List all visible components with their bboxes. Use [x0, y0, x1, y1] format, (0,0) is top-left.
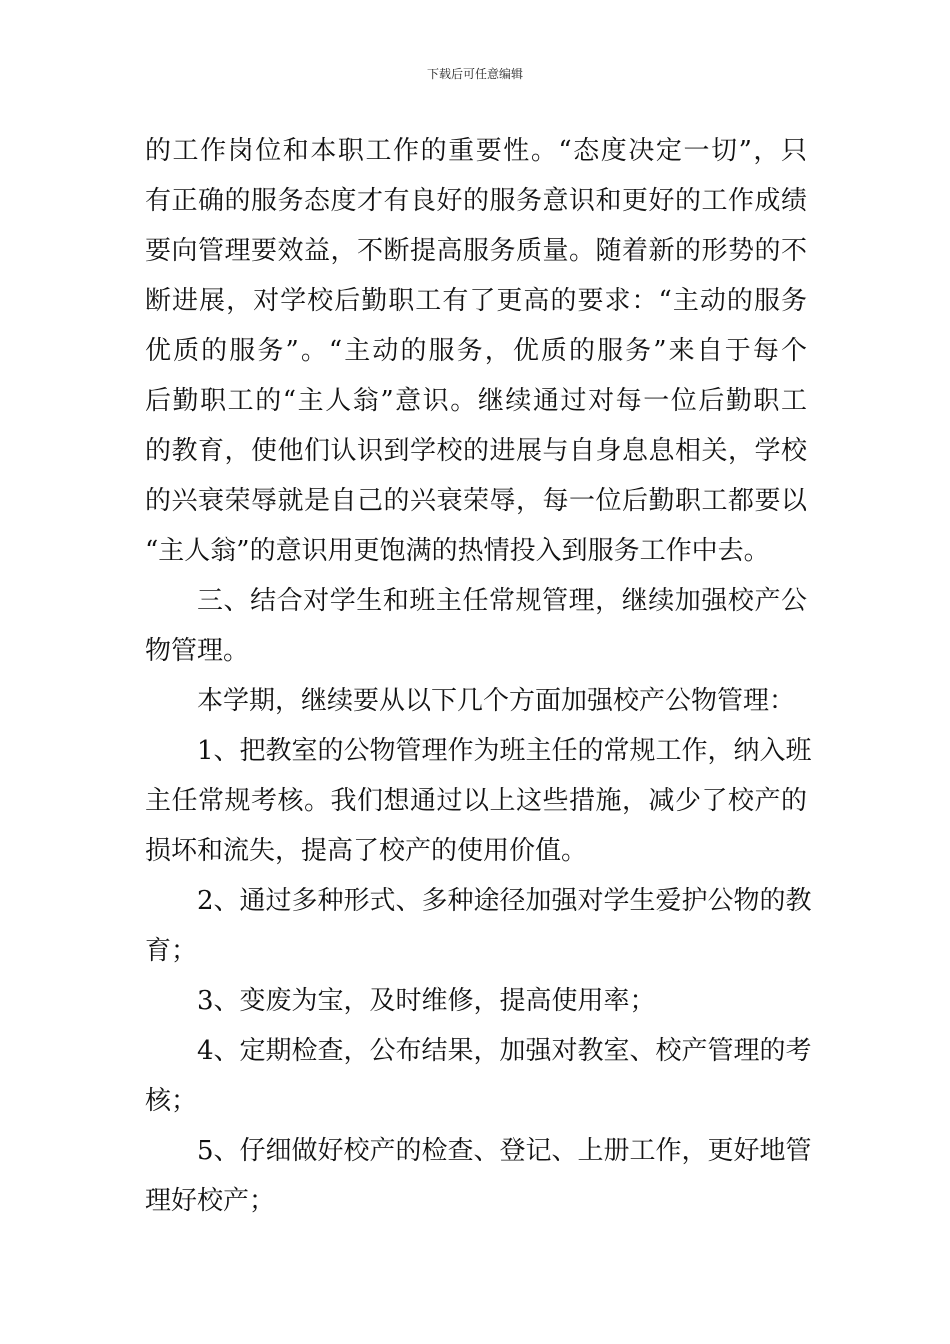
- text-line: 4、定期检查，公布结果，加强对教室、校产管理的考: [197, 1036, 812, 1066]
- text-line: 本学期，继续要从以下几个方面加强校产公物管理：: [197, 686, 796, 716]
- text-line: 要向管理要效益，不断提高服务质量。随着新的形势的不: [145, 236, 807, 266]
- list-item-4: [145, 1026, 812, 1126]
- text-line: 的兴衰荣辱就是自己的兴衰荣辱，每一位后勤职工都要以: [145, 486, 807, 516]
- text-line: 损坏和流失，提高了校产的使用价值。: [145, 836, 588, 866]
- text-line: 有正确的服务态度才有良好的服务意识和更好的工作成绩: [145, 186, 807, 216]
- text-line: 后勤职工的“主人翁”意识。继续通过对每一位后勤职工: [145, 386, 807, 416]
- section-heading-line: 三、结合对学生和班主任常规管理，继续加强校产公: [197, 586, 807, 616]
- text-line: 理好校产；: [145, 1186, 276, 1216]
- list-item-3: [145, 976, 807, 1026]
- section-heading-line: 物管理。: [145, 636, 250, 666]
- text-line: 的教育，使他们认识到学校的进展与自身息息相关，学校: [145, 436, 807, 466]
- list-item-5: [145, 1126, 812, 1226]
- text-line: 的工作岗位和本职工作的重要性。“态度决定一切”，只: [145, 136, 807, 166]
- text-line: 2、通过多种形式、多种途径加强对学生爱护公物的教: [197, 886, 812, 916]
- text-line: 育；: [145, 936, 198, 966]
- paragraph-2: [145, 676, 807, 726]
- text-line: 主任常规考核。我们想通过以上这些措施，减少了校产的: [145, 786, 807, 816]
- text-line: 1、把教室的公物管理作为班主任的常规工作，纳入班: [197, 736, 812, 766]
- list-item-2: [145, 876, 812, 976]
- text-line: “主人翁”的意识用更饱满的热情投入到服务工作中去。: [145, 536, 770, 566]
- page-header: 下载后可任意编辑: [426, 67, 523, 81]
- paragraph-0: [145, 126, 807, 576]
- document-body: [145, 126, 812, 1226]
- text-line: 优质的服务”。“主动的服务，优质的服务”来自于每个: [145, 336, 807, 366]
- list-item-1: [145, 726, 812, 876]
- text-line: 断进展，对学校后勤职工有了更高的要求：“主动的服务: [145, 286, 807, 316]
- text-line: 核；: [145, 1086, 198, 1116]
- text-line: 5、仔细做好校产的检查、登记、上册工作，更好地管: [197, 1136, 812, 1166]
- text-line: 3、变废为宝，及时维修，提高使用率；: [197, 986, 656, 1016]
- paragraph-1: [145, 576, 807, 676]
